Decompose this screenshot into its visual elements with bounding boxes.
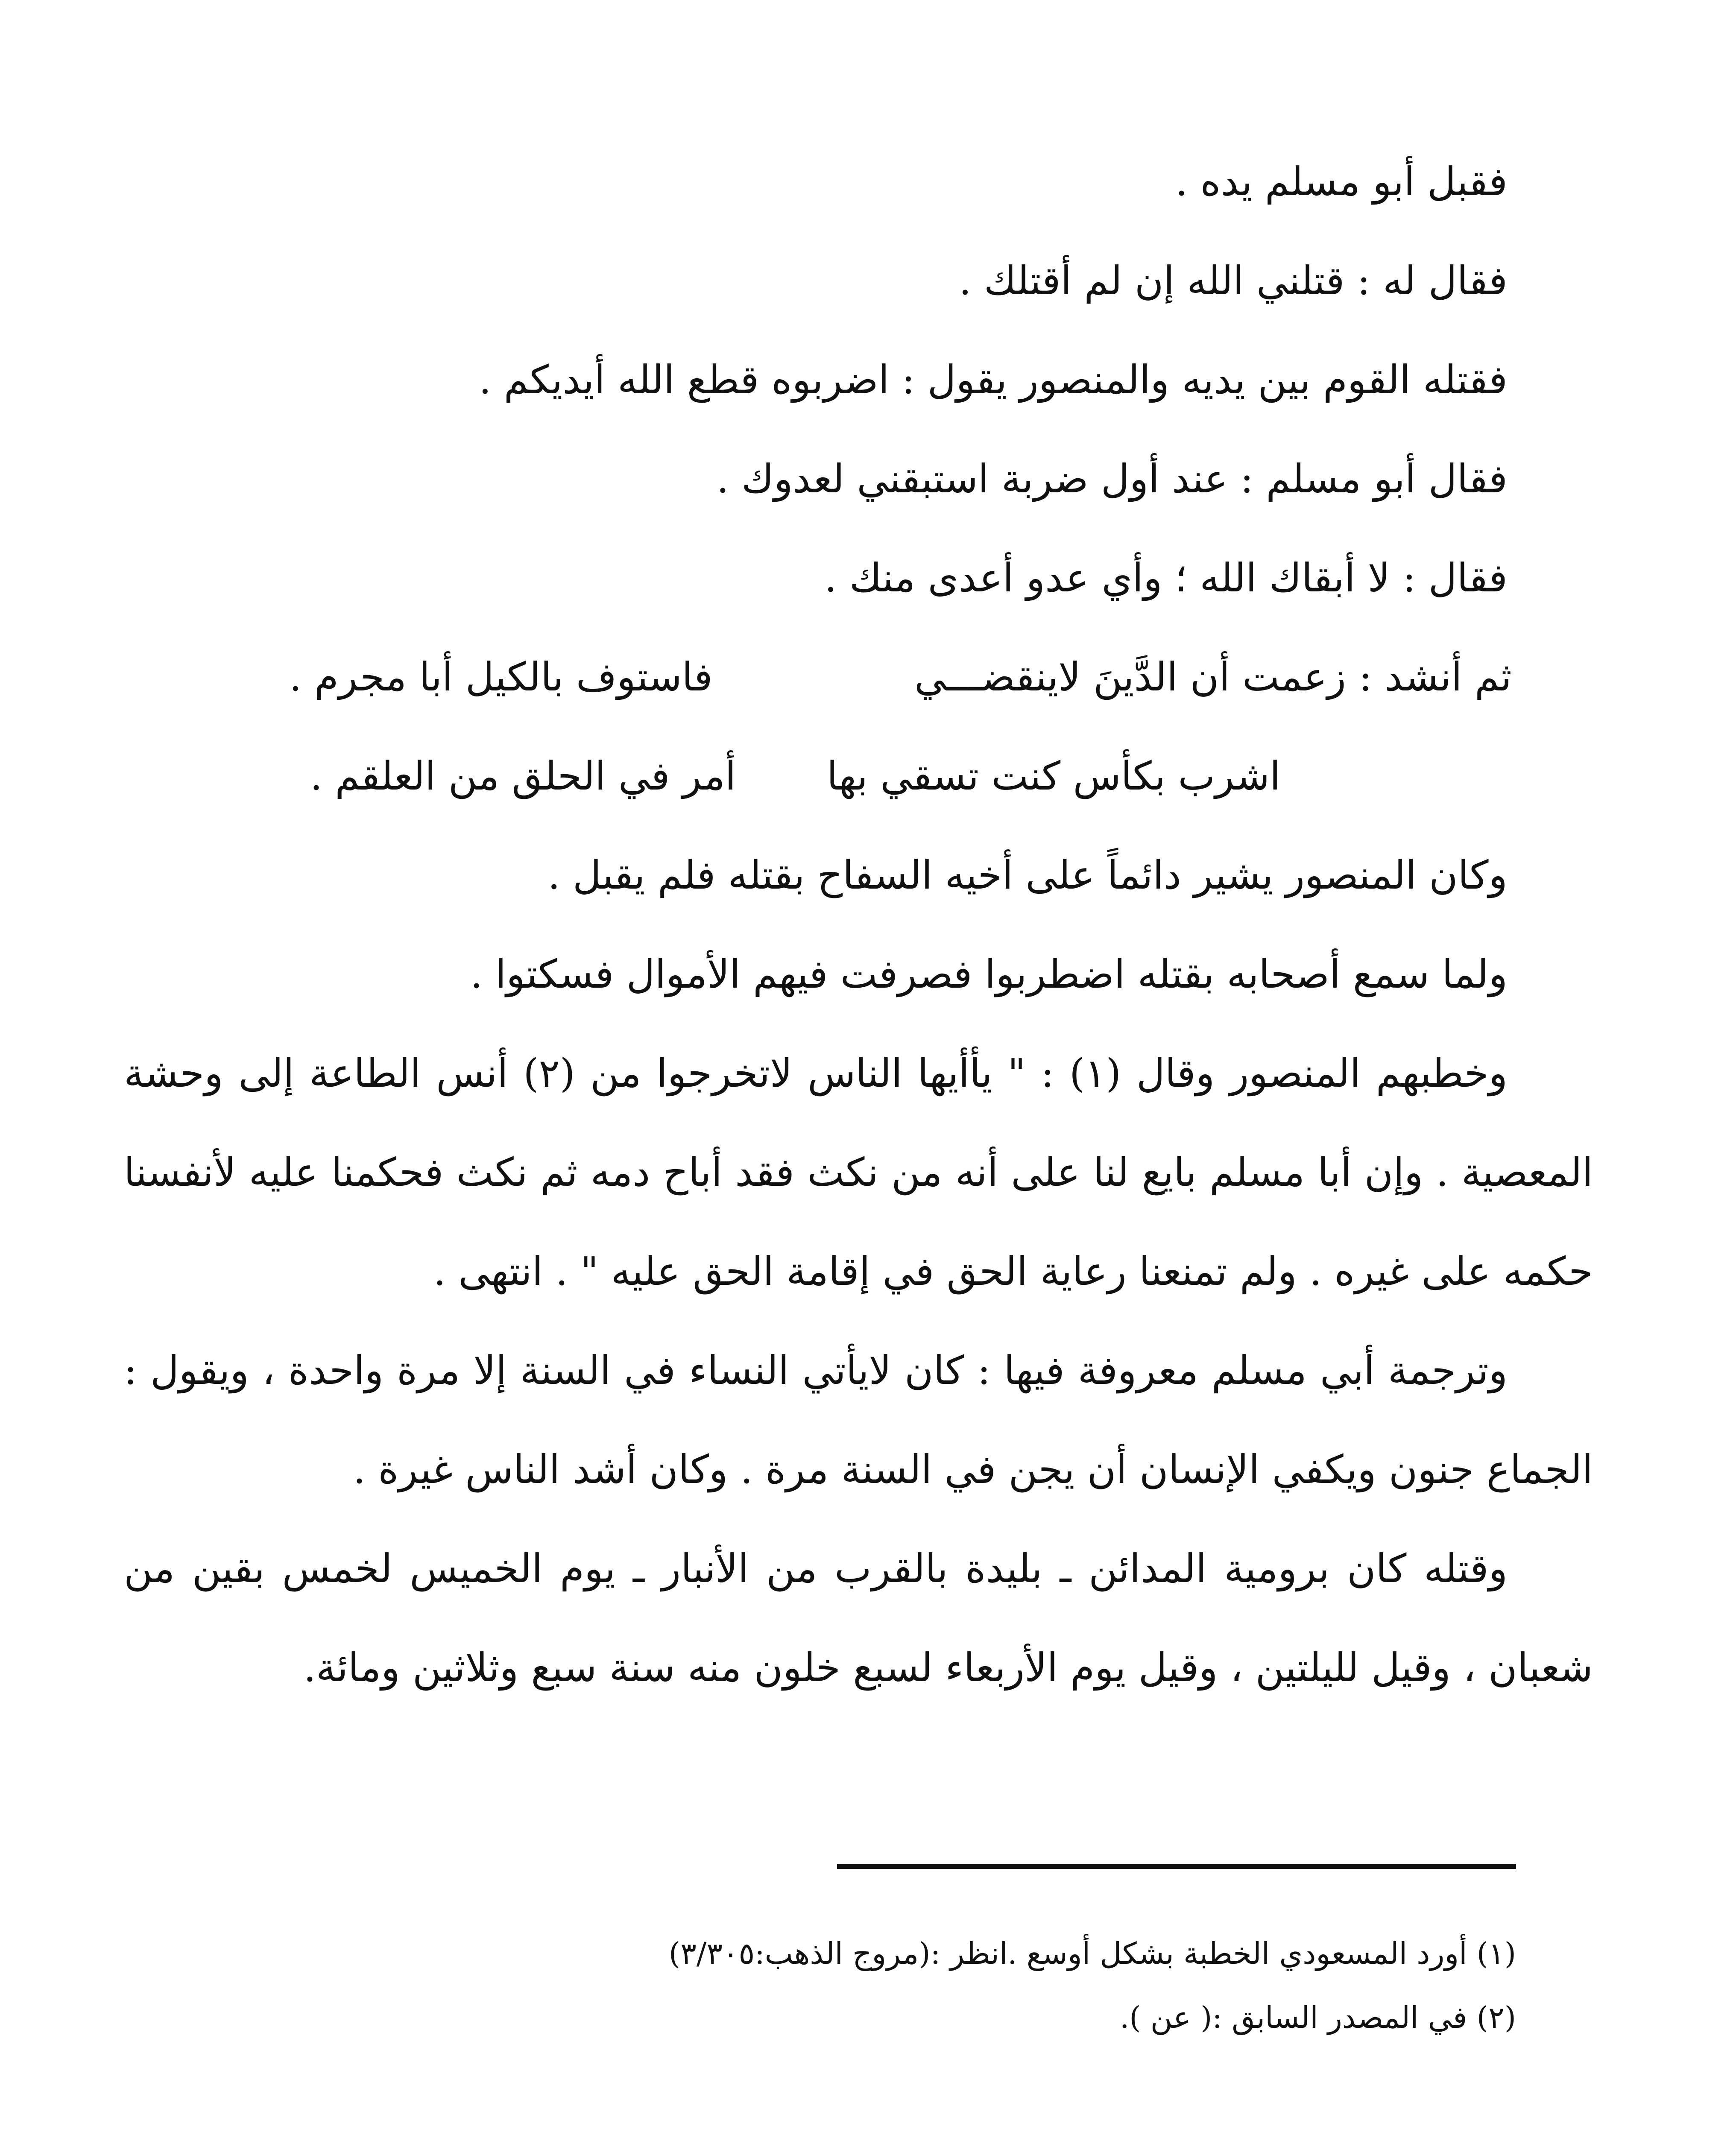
- text-line: فقال : لا أبقاك الله ؛ وأي عدو أعدى منك .: [824, 555, 1508, 601]
- text-line: فقال له : قتلني الله إن لم أقتلك .: [959, 258, 1508, 304]
- text-line: وكان المنصور يشير دائماً على أخيه السفاح بقتله فلم يقبل .: [547, 852, 1508, 898]
- biography-paragraph: وترجمة أبي مسلم معروفة فيها : كان لايأتي النساء في السنة إلا مرة واحدة ، ويقول : الجماع جنون ويكفي الإنسان أن يجن في السنة مرة . وكان أشد الناس غيرة .: [124, 1348, 1593, 1492]
- text-line: فقتله القوم بين يديه والمنصور يقول : اضربوه قطع الله أيديكم .: [479, 357, 1508, 403]
- footnote-2: (٢) في المصدر السابق :( عن ).: [1120, 2000, 1516, 2035]
- text-line: فقال أبو مسلم : عند أول ضربة استبقني لعدوك .: [716, 456, 1508, 502]
- footnotes: [384, 1922, 1516, 2050]
- text-line: فقبل أبو مسلم يده .: [1175, 159, 1508, 205]
- poem-hemistich: زعمت أن الدَّينَ لاينقضـــي: [914, 654, 1346, 700]
- poem-hemistich: اشرب بكأس كنت تسقي بها: [826, 753, 1281, 799]
- main-text: [124, 132, 1593, 1717]
- poem-hemistich: فاستوف بالكيل أبا مجرم .: [289, 654, 713, 700]
- poem-intro: ثم أنشد :: [1358, 654, 1512, 700]
- poem-verse-1: [124, 628, 1593, 727]
- footnote-1: (١) أورد المسعودي الخطبة بشكل أوسع .انظر :(مروج الذهب:٣/٣٠٥): [668, 1936, 1516, 1971]
- text-line: ولما سمع أصحابه بقتله اضطربوا فصرفت فيهم الأموال فسكتوا .: [470, 951, 1508, 997]
- footnote-divider: [837, 1864, 1516, 1869]
- death-paragraph: وقتله كان برومية المدائن ـ بليدة بالقرب من الأنبار ـ يوم الخميس لخمس بقين من شعبان ، وقيل لليلتين ، وقيل يوم الأربعاء لسبع خلون منه سنة سبع وثلاثين ومائة.: [124, 1546, 1593, 1690]
- poem-hemistich: أمر في الحلق من العلقم .: [310, 753, 736, 799]
- poem-verse-2: [124, 727, 1593, 826]
- speech-paragraph: وخطبهم المنصور وقال (١) : " يأأيها الناس لاتخرجوا من (٢) أنس الطاعة إلى وحشة المعصية . وإن أبا مسلم بايع لنا على أنه من نكث فقد أباح دمه ثم نكث فحكمنا عليه لأنفسنا حكمه على غيره . ولم تمنعنا رعاية الحق في إقامة الحق عليه " . انتهى .: [124, 1050, 1593, 1294]
